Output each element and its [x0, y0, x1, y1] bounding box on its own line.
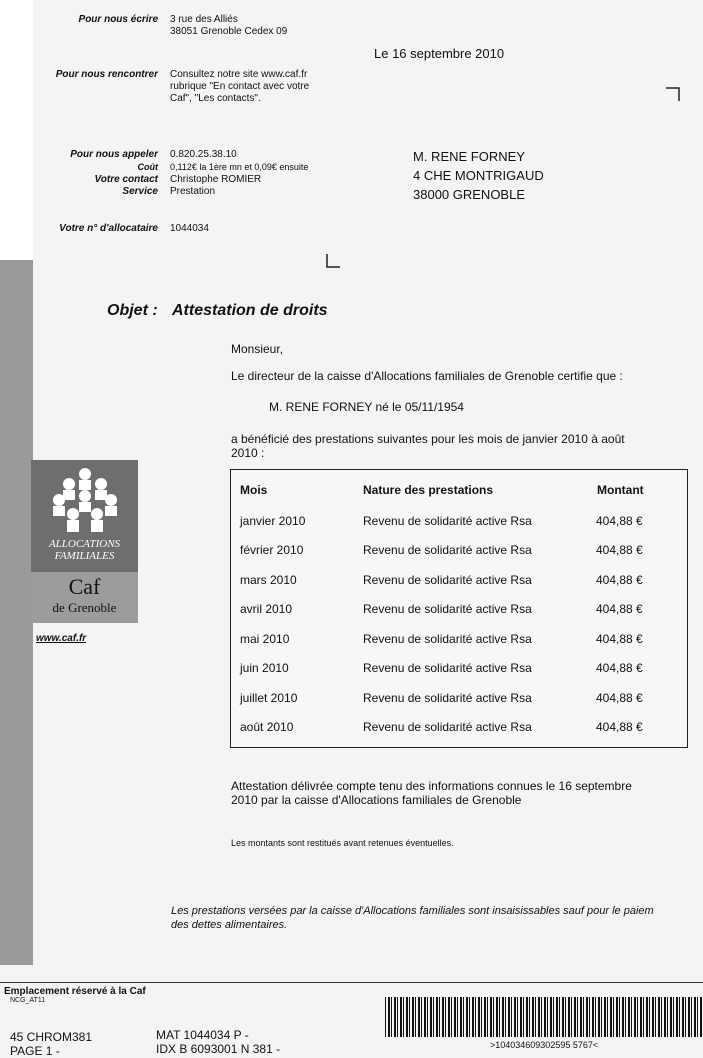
table-cell-montant: 404,88 € — [596, 543, 643, 557]
insaisissable-text-1: Les prestations versées par la caisse d'Allocations familiales sont insaisissables sauf pour le paiem — [171, 905, 654, 917]
footer-idx: IDX B 6093001 N 381 - — [156, 1042, 281, 1056]
table-cell-mois: mars 2010 — [240, 573, 297, 587]
table-cell-nature: Revenu de solidarité active Rsa — [363, 661, 532, 675]
appeler-value: 0.820.25.38.10 — [170, 149, 237, 160]
table-cell-mois: avril 2010 — [240, 602, 293, 616]
address-window-corner-bottom-left — [326, 254, 340, 268]
table-cell-montant: 404,88 € — [596, 602, 643, 616]
table-header-mois: Mois — [240, 483, 268, 497]
recipient-street: 4 CHE MONTRIGAUD — [413, 168, 544, 183]
beneficiary-line: M. RENE FORNEY né le 05/11/1954 — [269, 400, 464, 414]
ecrire-value-1: 3 rue des Alliés — [170, 14, 238, 25]
table-cell-montant: 404,88 € — [596, 514, 643, 528]
rencontrer-value-3: Caf", "Les contacts". — [170, 93, 261, 104]
table-cell-montant: 404,88 € — [596, 691, 643, 705]
table-cell-mois: juillet 2010 — [240, 691, 298, 705]
table-cell-nature: Revenu de solidarité active Rsa — [363, 691, 532, 705]
cout-value: 0,112€ la 1ère mn et 0,09€ ensuite — [170, 162, 309, 172]
objet-title: Attestation de droits — [172, 302, 328, 319]
logo-text-line1: ALLOCATIONS — [48, 538, 121, 550]
table-cell-mois: février 2010 — [240, 543, 304, 557]
allocataire-label: Votre n° d'allocataire — [59, 223, 158, 234]
intro-text: Le directeur de la caisse d'Allocations familiales de Grenoble certifie que : — [231, 369, 623, 383]
prestations-table — [230, 469, 688, 748]
recipient-name: M. RENE FORNEY — [413, 149, 525, 164]
service-value: Prestation — [170, 186, 216, 197]
benefit-text-2: 2010 : — [231, 446, 265, 460]
footer-mat: MAT 1044034 P - — [156, 1028, 249, 1042]
table-cell-montant: 404,88 € — [596, 720, 643, 734]
table-cell-nature: Revenu de solidarité active Rsa — [363, 602, 532, 616]
table-cell-mois: juin 2010 — [240, 661, 289, 675]
logo-lower-panel — [31, 572, 138, 623]
insaisissable-text-2: des dettes alimentaires. — [171, 919, 288, 931]
scan-edge-bar — [0, 260, 33, 965]
benefit-text-1: a bénéficié des prestations suivantes pour les mois de janvier 2010 à août — [231, 432, 625, 446]
table-cell-nature: Revenu de solidarité active Rsa — [363, 573, 532, 587]
logo-text-line2: FAMILIALES — [54, 550, 115, 562]
barcode — [385, 997, 703, 1037]
table-cell-mois: mai 2010 — [240, 632, 290, 646]
table-cell-montant: 404,88 € — [596, 661, 643, 675]
footer-ref-1: 45 CHROM381 — [10, 1030, 93, 1044]
table-cell-nature: Revenu de solidarité active Rsa — [363, 632, 532, 646]
ecrire-value-2: 38051 Grenoble Cedex 09 — [170, 26, 288, 37]
rencontrer-value-2: rubrique "En contact avec votre — [170, 81, 310, 92]
letter-date: Le 16 septembre 2010 — [374, 46, 505, 61]
recipient-city: 38000 GRENOBLE — [413, 187, 526, 202]
service-label: Service — [122, 186, 158, 197]
table-cell-nature: Revenu de solidarité active Rsa — [363, 514, 532, 528]
table-cell-nature: Revenu de solidarité active Rsa — [363, 543, 532, 557]
footer-ref-2: PAGE 1 - — [10, 1044, 60, 1058]
amounts-note: Les montants sont restitués avant retenues éventuelles. — [231, 838, 454, 848]
footer-divider — [0, 982, 703, 983]
logo-brand: Caf — [68, 574, 101, 599]
logo-city: de Grenoble — [52, 600, 117, 615]
caf-logo — [31, 460, 138, 623]
barcode-text: >104034609302595 5767< — [490, 1040, 599, 1050]
table-cell-montant: 404,88 € — [596, 632, 643, 646]
address-window-corner-top-right — [666, 87, 680, 101]
votre-contact-label: Votre contact — [94, 174, 158, 185]
ecrire-label: Pour nous écrire — [78, 14, 158, 25]
allocataire-value: 1044034 — [170, 223, 209, 234]
table-header-nature: Nature des prestations — [363, 483, 494, 497]
objet-label: Objet : — [107, 302, 158, 319]
family-figures-icon — [49, 466, 121, 538]
table-header-montant: Montant — [597, 483, 644, 497]
table-cell-montant: 404,88 € — [596, 573, 643, 587]
salutation: Monsieur, — [231, 342, 284, 356]
scan-edge-top — [0, 0, 33, 260]
table-cell-nature: Revenu de solidarité active Rsa — [363, 720, 532, 734]
cout-label: Coût — [137, 162, 158, 172]
votre-contact-value: Christophe ROMIER — [170, 174, 262, 185]
document-code: NCG_AT11 — [10, 997, 46, 1004]
rencontrer-label: Pour nous rencontrer — [55, 69, 158, 80]
caf-website-link[interactable]: www.caf.fr — [36, 633, 87, 644]
closing-text-2: 2010 par la caisse d'Allocations familiales de Grenoble — [231, 793, 522, 807]
reserved-area-label: Emplacement réservé à la Caf — [4, 986, 146, 997]
rencontrer-value-1: Consultez notre site www.caf.fr — [170, 69, 308, 80]
appeler-label: Pour nous appeler — [70, 149, 158, 160]
closing-text-1: Attestation délivrée compte tenu des informations connues le 16 septembre — [231, 779, 632, 793]
table-cell-mois: août 2010 — [240, 720, 294, 734]
table-cell-mois: janvier 2010 — [240, 514, 306, 528]
